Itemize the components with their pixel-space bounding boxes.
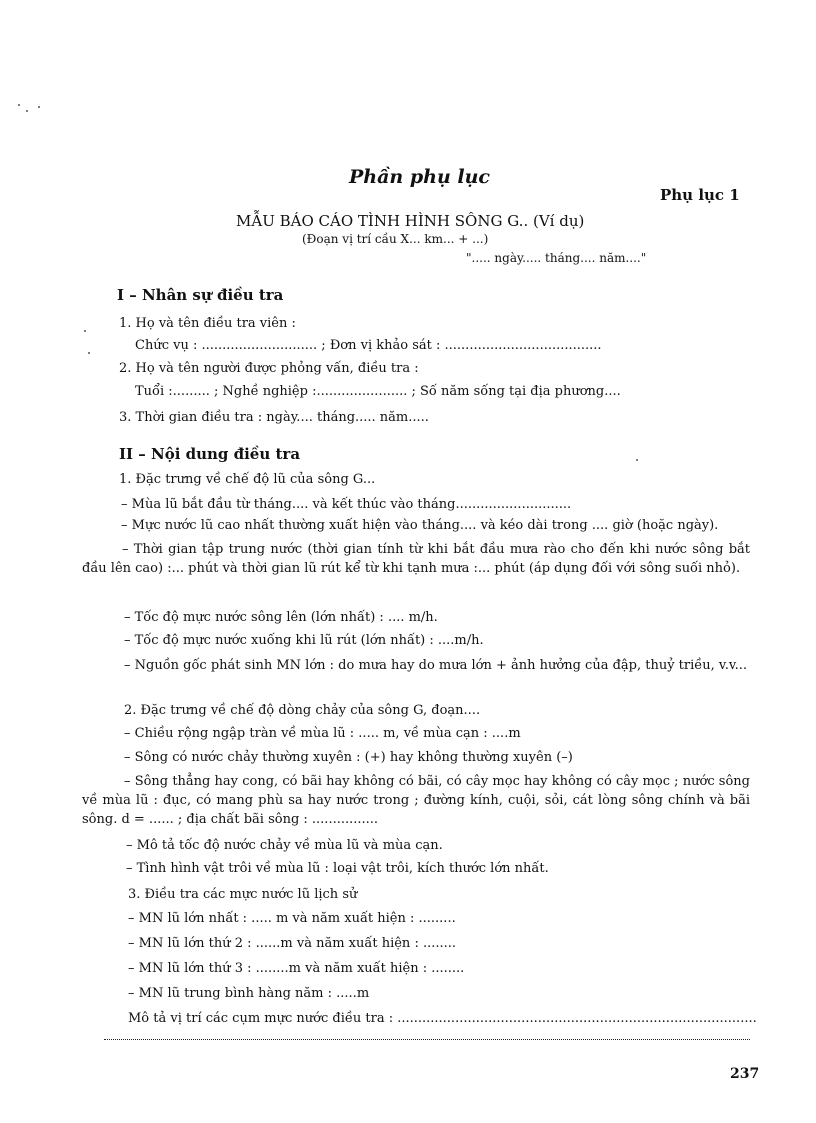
text-line: – MN lũ trung bình hàng năm : .....m: [128, 986, 370, 1001]
scan-speck: [84, 330, 86, 332]
text-line: – Mực nước lũ cao nhất thường xuất hiện vào tháng.... và kéo dài trong .... giờ (hoặc ngày).: [121, 518, 719, 533]
section-heading-personnel: I – Nhân sự điều tra: [117, 286, 284, 304]
scan-speck: [636, 459, 638, 461]
text-line: – Tốc độ mực nước sông lên (lớn nhất) : .... m/h.: [124, 610, 438, 625]
text-line: – Sông có nước chảy thường xuyên : (+) hay không thường xuyên (–): [124, 750, 573, 765]
section-heading-content: II – Nội dung điều tra: [119, 445, 301, 463]
text-line: 1. Đặc trưng về chế độ lũ của sông G...: [119, 472, 376, 487]
text-line: 2. Đặc trưng về chế độ dòng chảy của sông G, đoạn....: [124, 703, 481, 718]
text-line: – MN lũ lớn nhất : ..... m và năm xuất hiện : .........: [128, 911, 456, 926]
text-line: – Tốc độ mực nước xuống khi lũ rút (lớn nhất) : ....m/h.: [124, 633, 484, 648]
part-title: Phần phụ lục: [349, 166, 490, 188]
text-line: Tuổi :......... ; Nghề nghiệp :...................... ; Số năm sống tại địa phương....: [135, 384, 621, 399]
text-line: – Mùa lũ bắt đầu từ tháng.... và kết thúc vào tháng............................: [121, 497, 572, 512]
paragraph: – Sông thẳng hay cong, có bãi hay không có bãi, có cây mọc hay không có cây mọc ; nước sông về mùa lũ : đục, có mang phù sa hay nước trong ; đường kính, cuội, sỏi, cát lòng sông chính và bãi sông. d = ...... ; địa chất bãi sông : ................: [82, 774, 750, 827]
text-line: Mô tả vị trí các cụm mực nước điều tra : .......................................................................................: [128, 1011, 757, 1026]
paragraph: – Nguồn gốc phát sinh MN lớn : do mưa hay do mưa lớn + ảnh hưởng của đập, thuỷ triều, v.v...: [124, 658, 748, 673]
report-subtitle: (Đoạn vị trí cầu X... km... + ...): [302, 232, 489, 246]
text-line: – Tình hình vật trôi về mùa lũ : loại vật trôi, kích thước lớn nhất.: [126, 861, 549, 876]
text-line: – MN lũ lớn thứ 3 : ........m và năm xuất hiện : ........: [128, 961, 465, 976]
text-line: – MN lũ lớn thứ 2 : ......m và năm xuất hiện : ........: [128, 936, 457, 951]
text-line: 2. Họ và tên người được phỏng vấn, điều tra :: [119, 361, 419, 376]
paragraph: – Thời gian tập trung nước (thời gian tính từ khi bắt đầu mưa rào cho đến khi nước sông bắt đầu lên cao) :... phút và thời gian lũ rút kể từ khi tạnh mưa :... phút (áp dụng đối với sông suối nhỏ).: [82, 542, 750, 576]
text-line: 1. Họ và tên điều tra viên :: [119, 316, 296, 331]
text-line: – Chiều rộng ngập tràn về mùa lũ : ..... m, về mùa cạn : ....m: [124, 726, 521, 741]
date-line: "..... ngày..... tháng.... năm....": [466, 251, 647, 265]
text-line: 3. Thời gian điều tra : ngày.... tháng..... năm.....: [119, 410, 429, 425]
dotted-fill-line: [104, 1038, 750, 1040]
appendix-label: Phụ lục 1: [660, 186, 740, 204]
report-title: MẪU BÁO CÁO TÌNH HÌNH SÔNG G.. (Ví dụ): [236, 212, 585, 230]
page-number: 237: [730, 1066, 760, 1082]
scan-speck: [18, 104, 20, 106]
scan-speck: [38, 106, 40, 108]
text-line: 3. Điều tra các mực nước lũ lịch sử: [128, 887, 358, 902]
text-line: – Mô tả tốc độ nước chảy về mùa lũ và mùa cạn.: [126, 838, 443, 853]
scan-speck: [26, 110, 28, 112]
scan-speck: [88, 352, 90, 354]
text-line: Chức vụ : ............................ ; Đơn vị khảo sát : ......................................: [135, 338, 602, 353]
